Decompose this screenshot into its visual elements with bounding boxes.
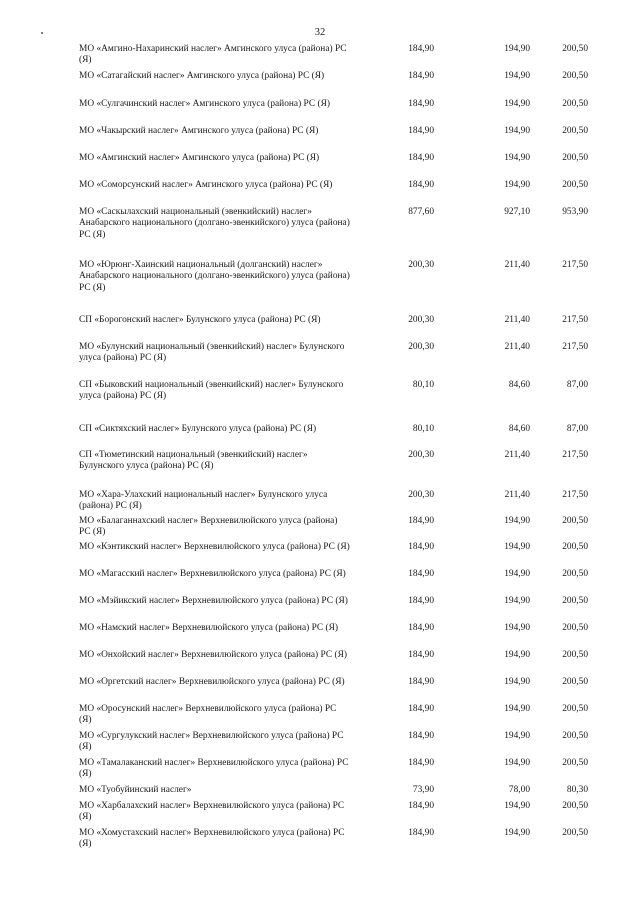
value-col-1: 80,10 [412,380,434,390]
value-col-2: 84,60 [508,424,530,434]
settlement-name: МО «Чакырский наслег» Амгинского улуса (района) РС (Я) [79,126,319,136]
value-col-2: 194,90 [504,596,530,606]
value-col-1: 184,90 [408,677,434,687]
settlement-name: МО «Хомустахский наслег» Верхневилюйского улуса (района) РС (Я) [79,828,345,850]
settlement-name: МО «Харбалахский наслег» Верхневилюйского улуса (района) РС (Я) [79,801,345,823]
value-col-2: 194,90 [504,44,530,54]
settlement-name: МО «Магасский наслег» Верхневилюйского улуса (района) РС (Я) [79,569,346,579]
value-col-3: 200,50 [562,731,588,741]
value-col-3: 200,50 [562,704,588,714]
value-col-3: 200,50 [562,153,588,163]
settlement-name: МО «Хара-Улахский национальный наслег» Булунского улуса (района) РС (Я) [79,490,328,512]
value-col-3: 200,50 [562,542,588,552]
settlement-name: МО «Кэнтикский наслег» Верхневилюйского улуса (района) РС (Я) [79,542,350,552]
settlement-name: СП «Тюметинский национальный (эвенкийский) наслег» Булунского улуса (района) РС (Я) [79,450,308,472]
value-col-1: 80,10 [412,424,434,434]
value-col-1: 184,90 [408,180,434,190]
value-col-2: 211,40 [504,490,530,500]
settlement-name: СП «Сиктяхский наслег» Булунского улуса (района) РС (Я) [79,424,317,434]
value-col-2: 927,10 [504,207,530,217]
settlement-name: МО «Онхойский наслег» Верхневилюйского улуса (района) РС (Я) [79,650,347,660]
value-col-3: 200,50 [562,126,588,136]
value-col-1: 184,90 [408,516,434,526]
value-col-3: 217,50 [562,260,588,270]
value-col-2: 194,90 [504,828,530,838]
value-col-3: 200,50 [562,71,588,81]
value-col-1: 184,90 [408,704,434,714]
value-col-2: 194,90 [504,704,530,714]
settlement-name: МО «Сулгачинский наслег» Амгинского улуса (района) РС (Я) [79,99,330,109]
value-col-2: 194,90 [504,731,530,741]
value-col-2: 194,90 [504,180,530,190]
value-col-3: 200,50 [562,623,588,633]
value-col-1: 184,90 [408,758,434,768]
value-col-1: 184,90 [408,44,434,54]
settlement-name: МО «Амгино-Нахаринский наслег» Амгинского улуса (района) РС (Я) [79,44,347,66]
value-col-3: 217,50 [562,450,588,460]
value-col-3: 200,50 [562,596,588,606]
value-col-2: 194,90 [504,650,530,660]
value-col-2: 194,90 [504,516,530,526]
value-col-1: 184,90 [408,153,434,163]
value-col-1: 200,30 [408,342,434,352]
value-col-2: 194,90 [504,758,530,768]
value-col-3: 200,50 [562,180,588,190]
value-col-1: 184,90 [408,99,434,109]
value-col-3: 200,50 [562,99,588,109]
settlement-name: МО «Тамалаканский наслег» Верхневилюйского улуса (района) РС (Я) [79,758,349,780]
value-col-2: 78,00 [508,785,530,795]
settlement-name: МО «Сургулукский наслег» Верхневилюйского улуса (района) РС (Я) [79,731,344,753]
value-col-3: 80,30 [566,785,588,795]
settlement-name: МО «Оросунский наслег» Верхневилюйского улуса (района) РС (Я) [79,704,337,726]
value-col-1: 184,90 [408,71,434,81]
settlement-name: МО «Юрюнг-Хаинский национальный (долганский) наслег» Анабарского национального (долгано-эвенкийского) улуса (района) РС (Я) [79,260,350,293]
value-col-3: 200,50 [562,44,588,54]
value-col-1: 184,90 [408,828,434,838]
value-col-1: 184,90 [408,569,434,579]
settlement-name: МО «Соморсунский наслег» Амгинского улуса (района) РС (Я) [79,180,333,190]
value-col-2: 194,90 [504,99,530,109]
value-col-3: 200,50 [562,650,588,660]
settlement-name: СП «Борогонский наслег» Булунского улуса (района) РС (Я) [79,315,321,325]
value-col-1: 73,90 [412,785,434,795]
settlement-name: МО «Намский наслег» Верхневилюйского улуса (района) РС (Я) [79,623,338,633]
value-col-3: 200,50 [562,828,588,838]
value-col-1: 200,30 [408,260,434,270]
settlement-name: МО «Амгинский наслег» Амгинского улуса (района) РС (Я) [79,153,320,163]
value-col-2: 211,40 [504,315,530,325]
value-col-2: 194,90 [504,153,530,163]
value-col-3: 87,00 [566,380,588,390]
value-col-3: 87,00 [566,424,588,434]
settlement-name: МО «Туобуйинский наслег» [79,785,192,795]
value-col-3: 200,50 [562,516,588,526]
value-col-3: 953,90 [562,207,588,217]
value-col-1: 184,90 [408,731,434,741]
value-col-1: 184,90 [408,596,434,606]
value-col-2: 194,90 [504,126,530,136]
settlement-name: МО «Мэйикский наслег» Верхневилюйского улуса (района) РС (Я) [79,596,348,606]
value-col-1: 877,60 [408,207,434,217]
value-col-2: 211,40 [504,450,530,460]
value-col-1: 200,30 [408,315,434,325]
value-col-3: 200,50 [562,569,588,579]
settlement-name: МО «Булунский национальный (эвенкийский) наслег» Булунского улуса (района) РС (Я) [79,342,345,364]
value-col-2: 84,60 [508,380,530,390]
value-col-2: 211,40 [504,260,530,270]
value-col-2: 194,90 [504,677,530,687]
value-col-3: 200,50 [562,677,588,687]
settlement-name: МО «Саскылахский национальный (эвенкийский) наслег» Анабарского национального (долгано-эвенкийского) улуса (района) РС (Я) [79,207,350,240]
page-number: 32 [314,27,326,38]
settlement-name: МО «Сатагайский наслег» Амгинского улуса (района) РС (Я) [79,71,325,81]
settlement-name: МО «Оргетский наслег» Верхневилюйского улуса (района) РС (Я) [79,677,345,687]
value-col-2: 194,90 [504,542,530,552]
value-col-3: 200,50 [562,801,588,811]
value-col-1: 184,90 [408,542,434,552]
value-col-2: 194,90 [504,801,530,811]
settlement-name: МО «Балаганнахский наслег» Верхневилюйского улуса (района) РС (Я) [79,516,338,538]
value-col-1: 200,30 [408,490,434,500]
scan-speck [41,32,43,34]
value-col-1: 200,30 [408,450,434,460]
value-col-3: 200,50 [562,758,588,768]
value-col-2: 211,40 [504,342,530,352]
value-col-3: 217,50 [562,342,588,352]
value-col-2: 194,90 [504,71,530,81]
value-col-1: 184,90 [408,650,434,660]
value-col-3: 217,50 [562,315,588,325]
value-col-1: 184,90 [408,623,434,633]
value-col-1: 184,90 [408,126,434,136]
settlement-name: СП «Быковский национальный (эвенкийский) наслег» Булунского улуса (района) РС (Я) [79,380,344,402]
value-col-1: 184,90 [408,801,434,811]
value-col-2: 194,90 [504,569,530,579]
value-col-3: 217,50 [562,490,588,500]
value-col-2: 194,90 [504,623,530,633]
